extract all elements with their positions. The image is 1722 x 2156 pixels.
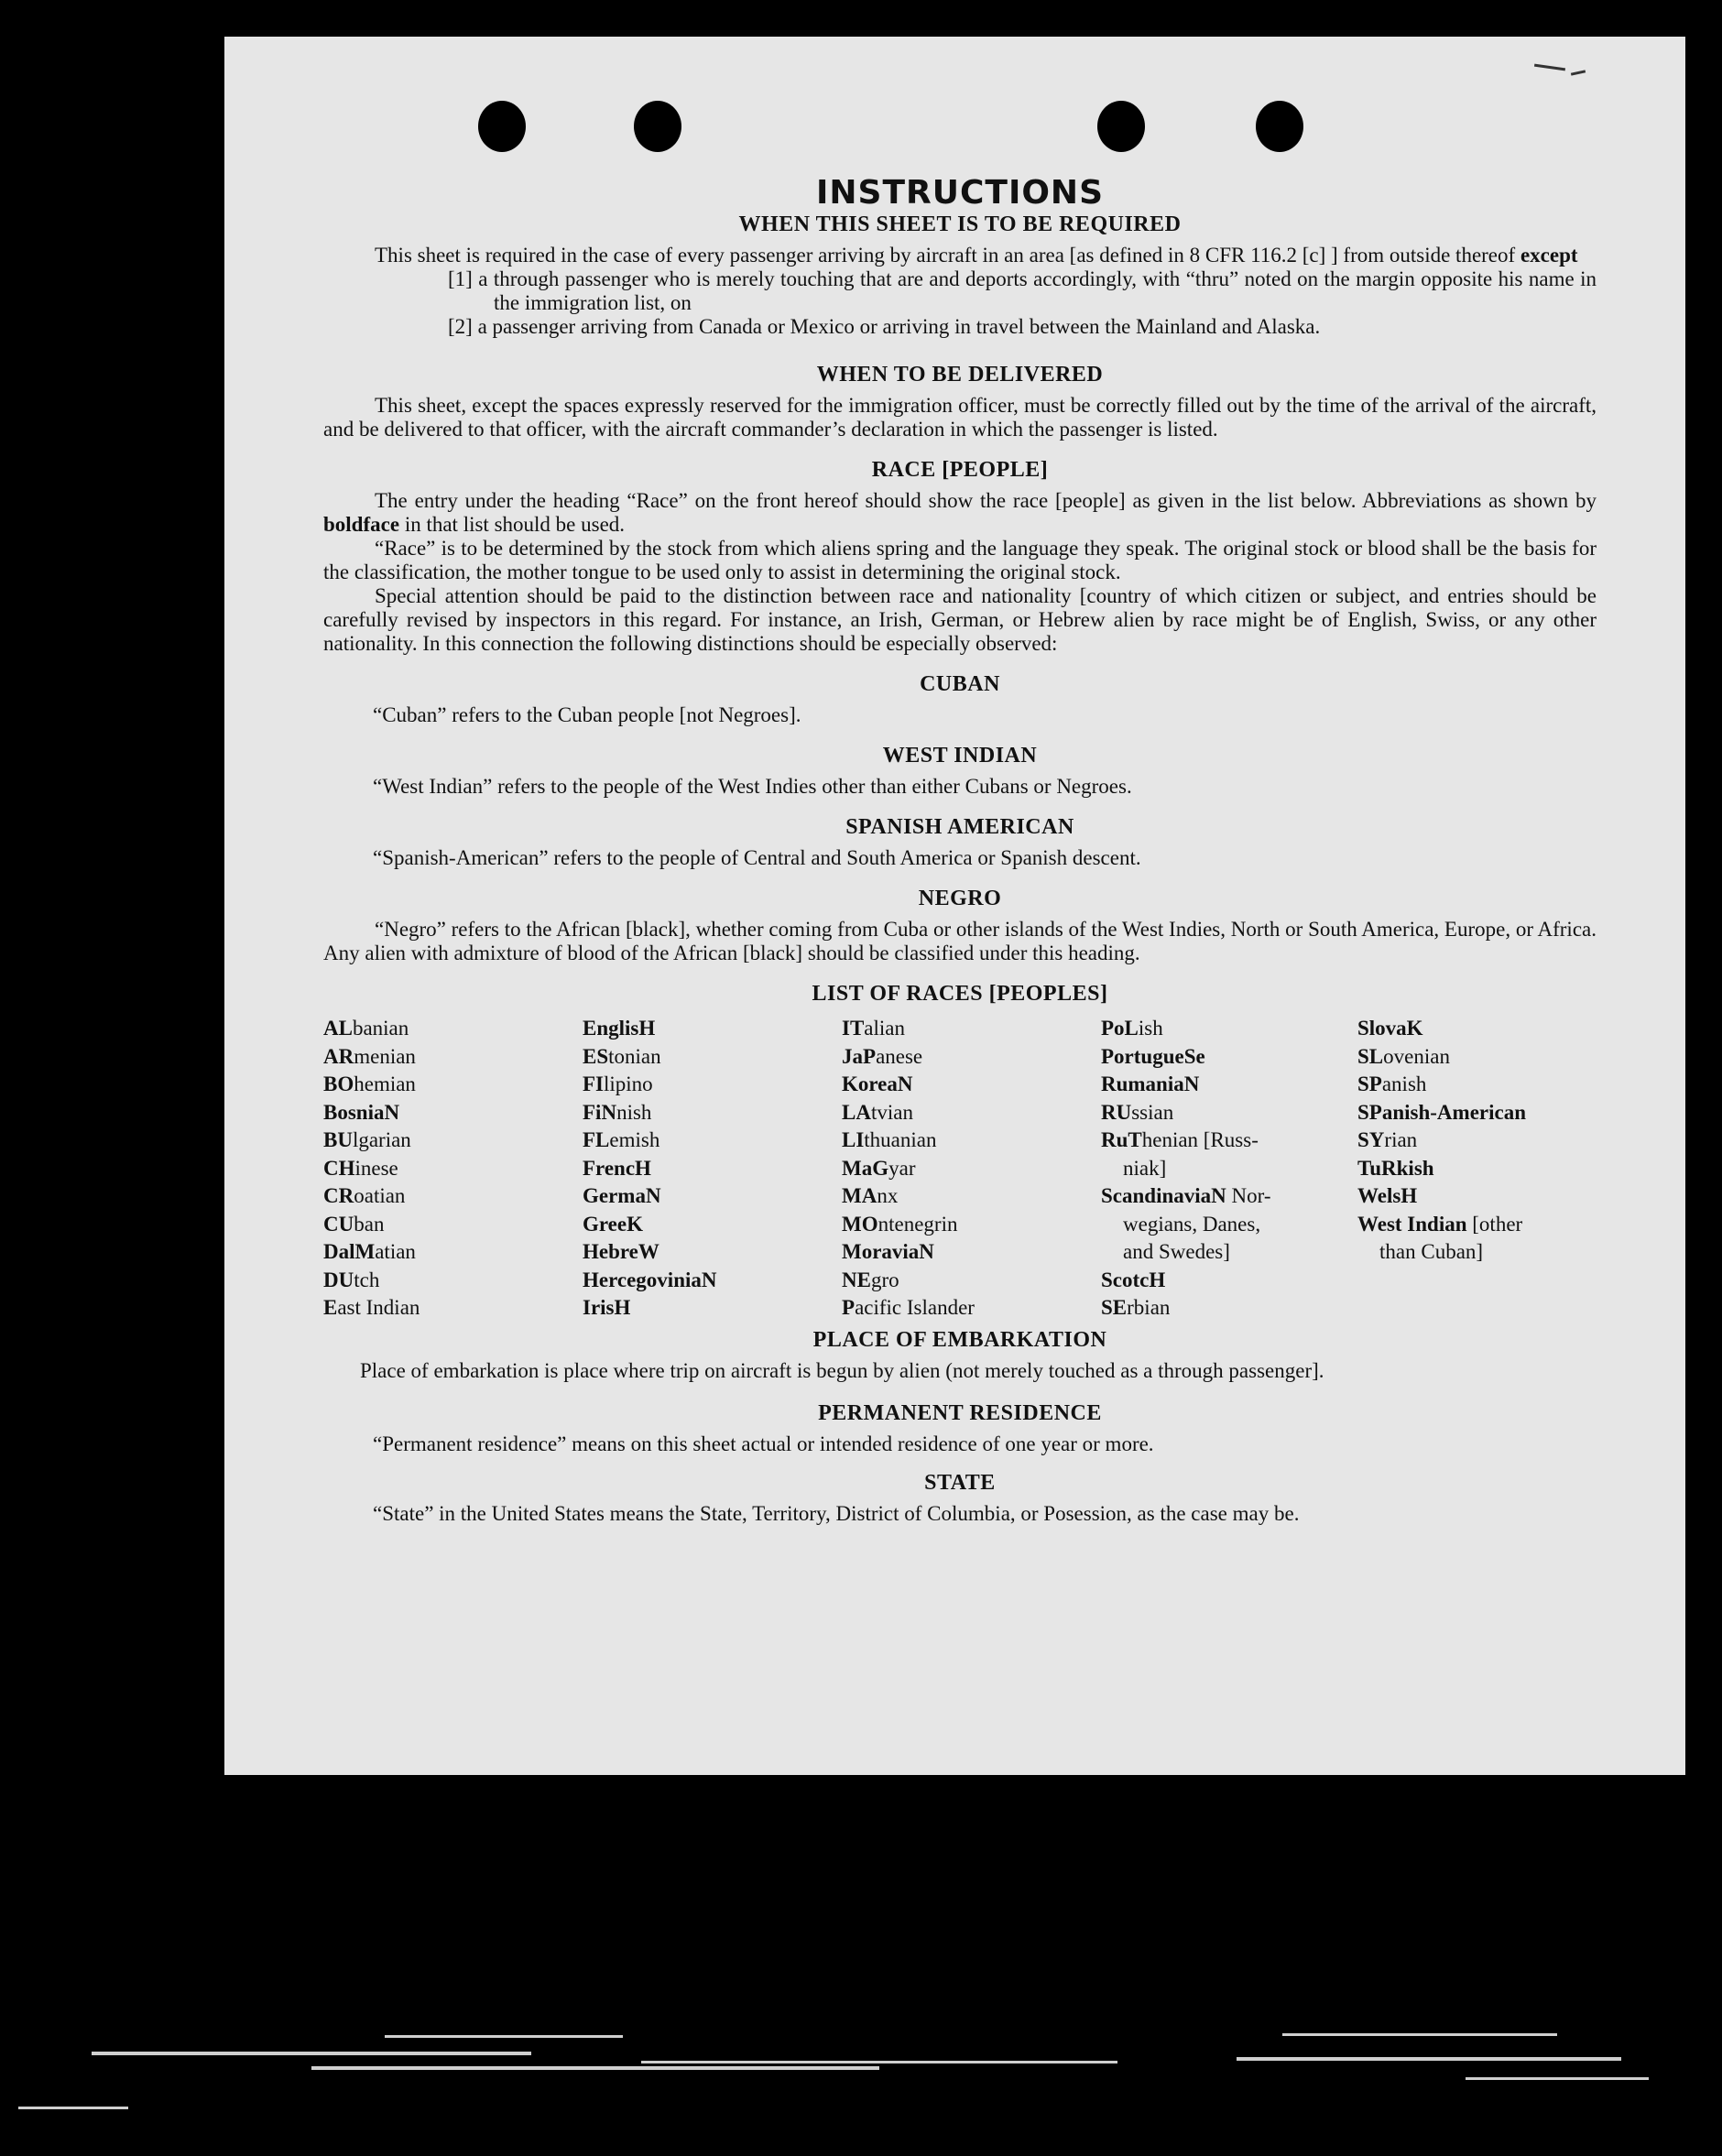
scan-line [18,2107,128,2109]
race-abbreviation: West Indian [1357,1212,1467,1236]
negro-text: “Negro” refers to the African [black], whether coming from Cuba or other islands of the West Indies, North or South America, Europe, or Africa. Any alien with admixture of blood of the African [black] should be classified under this heading. [323,918,1597,964]
race-abbreviation: HebreW [583,1240,659,1263]
section-heading-when-delivered: WHEN TO BE DELIVERED [816,363,1104,387]
race-name-rest: atian [375,1240,416,1263]
race-name-rest: nish [616,1100,652,1124]
scan-artifacts [0,2015,1722,2156]
scan-line [1466,2077,1649,2080]
race-abbreviation: RumaniaN [1101,1073,1200,1095]
race-abbreviation: MO [842,1212,878,1236]
race-name-rest: lipino [604,1073,653,1095]
race-abbreviation: CH [323,1156,355,1180]
races-column [1357,1015,1597,1323]
scan-line [1237,2057,1621,2061]
race-entry [1101,1043,1357,1072]
race-name-rest: anese [876,1044,923,1068]
race-entry [1101,1127,1357,1155]
race-abbreviation: BO [323,1073,354,1095]
race-name-rest: ssian [1131,1100,1174,1124]
race-name-rest: yar [888,1156,916,1180]
race-name-rest: anish [1381,1073,1427,1095]
race-name-rest: alian [864,1017,905,1040]
race-name-rest: ovenian [1383,1044,1450,1068]
race-name-rest: rian [1384,1128,1418,1151]
race-p1-text: The entry under the heading “Race” on the front hereof should show the race [people] as given in the list below. Abbreviations as shown by [375,489,1597,512]
race-p1-boldface: boldface [323,513,400,536]
race-abbreviation: SY [1357,1128,1385,1151]
spanish-american-text: “Spanish-American” refers to the people of Central and South America or Spanish descent. [373,846,1141,869]
race-abbreviation: IT [842,1017,865,1040]
scan-line [1282,2033,1557,2036]
race-name-rest: acific Islander [855,1296,975,1319]
race-abbreviation: CR [323,1184,354,1207]
race-entry [1357,1211,1597,1239]
race-entry [323,1127,583,1155]
race-name-rest: [other [1466,1212,1523,1236]
race-entry [583,1211,842,1239]
section-heading-when-required: WHEN THIS SHEET IS TO BE REQUIRED [738,212,1182,236]
race-entry [1101,1099,1357,1127]
race-entry [1357,1071,1597,1099]
race-abbreviation: ScandinaviaN [1101,1184,1226,1207]
race-name-rest: tch [354,1268,380,1291]
race-abbreviation: ScotcH [1101,1268,1166,1291]
race-entry [842,1127,1101,1155]
race-entry [842,1071,1101,1099]
when-required-item-1: [1] a through passenger who is merely touching that are and deports accordingly, with “thru” noted on the margin opposite his name in the immigration list, on [448,267,1597,314]
race-entry [1101,1294,1357,1323]
section-heading-permanent-residence: PERMANENT RESIDENCE [818,1400,1102,1425]
race-abbreviation: FI [583,1073,604,1095]
scan-line [641,2061,1117,2063]
race-name-rest: Nor- [1226,1184,1271,1207]
race-abbreviation: FiN [583,1100,617,1124]
race-entry: niak] [1123,1156,1167,1180]
state-text: “State” in the United States means the State, Territory, District of Columbia, or Posession, as the case may be. [373,1501,1300,1525]
race-entry [583,1099,842,1127]
race-name-rest: ish [1138,1017,1163,1040]
race-abbreviation: SP [1357,1073,1382,1095]
pen-mark [1534,64,1565,71]
race-entry [323,1238,583,1267]
race-entry [583,1267,842,1295]
race-abbreviation: ES [583,1044,609,1068]
race-entry [1101,1182,1357,1211]
race-abbreviation: RU [1101,1100,1132,1124]
section-heading-cuban: CUBAN [920,672,1000,696]
race-entry [323,1155,583,1183]
race-abbreviation: GreeK [583,1212,643,1236]
races-table [323,1015,1597,1323]
section-heading-place-of-embarkation: PLACE OF EMBARKATION [812,1327,1107,1352]
race-abbreviation: DalM [323,1240,376,1263]
section-heading-state: STATE [924,1470,996,1495]
race-abbreviation: BosniaN [323,1100,400,1124]
race-entry [323,1071,583,1099]
scan-line [92,2052,531,2055]
race-entry [1357,1155,1597,1183]
scan-line [385,2035,623,2038]
race-abbreviation: WelsH [1357,1184,1418,1207]
race-abbreviation: MoraviaN [842,1240,934,1263]
race-entry [1357,1127,1597,1155]
race-abbreviation: AR [323,1044,354,1068]
race-entry [323,1182,583,1211]
race-abbreviation: LI [842,1128,865,1151]
race-paragraph-1 [323,489,1597,537]
when-required-item-2: [2] a passenger arriving from Canada or Mexico or arriving in travel between the Mainland and Alaska. [448,315,1321,338]
race-name-rest: tonian [608,1044,661,1068]
race-entry [1357,1182,1597,1211]
race-paragraph-3: Special attention should be paid to the distinction between race and nationality [country of which citizen or subject, and entries should be carefully revised by inspectors in this regard. For instance, an Irish, German, or Hebrew alien by race might be of English, Swiss, or any other nationality. In this connection the following distinctions should be especially observed: [323,584,1597,655]
race-abbreviation: E [323,1296,338,1319]
permanent-residence-text: “Permanent residence” means on this sheet actual or intended residence of one year or more. [373,1432,1154,1455]
race-abbreviation: JaP [842,1044,877,1068]
when-required-intro [323,244,1597,267]
race-entry: and Swedes] [1123,1240,1230,1263]
race-name-rest: emish [609,1128,660,1151]
section-heading-negro: NEGRO [918,887,1002,910]
scan-line [311,2066,879,2070]
race-name-rest: ntenegrin [877,1212,958,1236]
race-entry [583,1294,842,1323]
race-name-rest: rbian [1127,1296,1171,1319]
race-abbreviation: PoL [1101,1017,1139,1040]
race-abbreviation: LA [842,1100,871,1124]
race-p1-tail: in that list should be used. [399,513,626,536]
race-abbreviation: EnglisH [583,1017,656,1040]
race-abbreviation: HercegoviniaN [583,1268,717,1291]
race-entry [1357,1099,1597,1127]
race-abbreviation: SlovaK [1357,1017,1423,1040]
race-name-rest: henian [Russ- [1141,1128,1259,1151]
race-name-rest: nx [877,1184,899,1207]
race-name-rest: lgarian [352,1128,411,1151]
race-entry [842,1238,1101,1267]
race-entry [583,1238,842,1267]
race-entry [842,1294,1101,1323]
race-entry [583,1182,842,1211]
race-entry [583,1015,842,1043]
race-entry [842,1267,1101,1295]
race-name-rest: oatian [354,1184,406,1207]
race-abbreviation: AL [323,1017,353,1040]
race-abbreviation: KoreaN [842,1073,913,1095]
race-abbreviation: DU [323,1268,354,1291]
race-abbreviation: FL [583,1128,610,1151]
place-of-embarkation-text: Place of embarkation is place where trip on aircraft is begun by alien (not merely touched as a through passenger]. [360,1358,1324,1382]
race-entry [842,1155,1101,1183]
race-entry [583,1155,842,1183]
document-sheet [224,37,1685,1775]
race-entry: wegians, Danes, [1123,1212,1261,1236]
race-abbreviation: TuRkish [1357,1156,1434,1180]
race-entry [842,1182,1101,1211]
race-entry: than Cuban] [1379,1240,1484,1263]
race-name-rest: thuanian [864,1128,937,1151]
section-heading-list-of-races: LIST OF RACES [PEOPLES] [812,982,1108,1006]
race-name-rest: menian [354,1044,416,1068]
race-abbreviation: MaG [842,1156,889,1180]
race-entry [323,1211,583,1239]
race-abbreviation: SPanish-American [1357,1100,1526,1124]
race-abbreviation: PortugueSe [1101,1044,1205,1068]
race-name-rest: inese [354,1156,398,1180]
when-required-except: except [1520,244,1578,267]
race-abbreviation: P [842,1296,856,1319]
race-abbreviation: MA [842,1184,877,1207]
section-heading-west-indian: WEST INDIAN [882,744,1038,768]
race-entry [323,1015,583,1043]
race-paragraph-2: “Race” is to be determined by the stock from which aliens spring and the language they speak. The original stock or blood shall be the basis for the classification, the mother tongue to be used only to assist in determining the original stock. [323,537,1597,583]
race-entry [583,1127,842,1155]
race-entry [323,1267,583,1295]
race-abbreviation: SL [1357,1044,1384,1068]
when-required-intro-text: This sheet is required in the case of every passenger arriving by aircraft in an area [as defined in 8 CFR 116.2 [c] ] from outside thereof [375,244,1520,267]
cuban-text: “Cuban” refers to the Cuban people [not Negroes]. [373,703,801,726]
race-entry [1357,1043,1597,1072]
race-entry [842,1043,1101,1072]
race-abbreviation: GermaN [583,1184,661,1207]
race-abbreviation: IrisH [583,1296,631,1319]
races-column [323,1015,583,1323]
race-abbreviation: NE [842,1268,871,1291]
race-entry [1101,1267,1357,1295]
race-entry [323,1294,583,1323]
races-column [1101,1015,1357,1323]
section-heading-race: RACE [PEOPLE] [871,458,1049,482]
page-title: INSTRUCTIONS [816,174,1104,212]
race-entry [842,1211,1101,1239]
race-entry [1101,1015,1357,1043]
race-name-rest: tvian [870,1100,913,1124]
race-entry [583,1071,842,1099]
race-name-rest: banian [352,1017,409,1040]
race-entry [583,1043,842,1072]
race-entry [842,1099,1101,1127]
race-abbreviation: CU [323,1212,354,1236]
race-entry [1101,1071,1357,1099]
pen-mark [1571,70,1586,75]
race-name-rest: hemian [354,1073,416,1095]
races-column [842,1015,1101,1323]
section-heading-spanish-american: SPANISH AMERICAN [845,815,1074,839]
race-entry [323,1099,583,1127]
race-name-rest: gro [870,1268,899,1291]
race-entry [323,1043,583,1072]
race-name-rest: ban [354,1212,385,1236]
race-entry [842,1015,1101,1043]
instructions-content [323,143,1597,1526]
race-abbreviation: BU [323,1128,353,1151]
race-abbreviation: RuT [1101,1128,1142,1151]
when-delivered-text: This sheet, except the spaces expressly reserved for the immigration officer, must be correctly filled out by the time of the arrival of the aircraft, and be delivered to that officer, with the aircraft commander’s declaration in which the passenger is listed. [323,394,1597,441]
west-indian-text: “West Indian” refers to the people of the West Indies other than either Cubans or Negroes. [373,775,1132,798]
races-column [583,1015,842,1323]
race-entry [1357,1015,1597,1043]
race-name-rest: ast Indian [337,1296,420,1319]
race-abbreviation: FrencH [583,1156,651,1180]
race-abbreviation: SE [1101,1296,1128,1319]
